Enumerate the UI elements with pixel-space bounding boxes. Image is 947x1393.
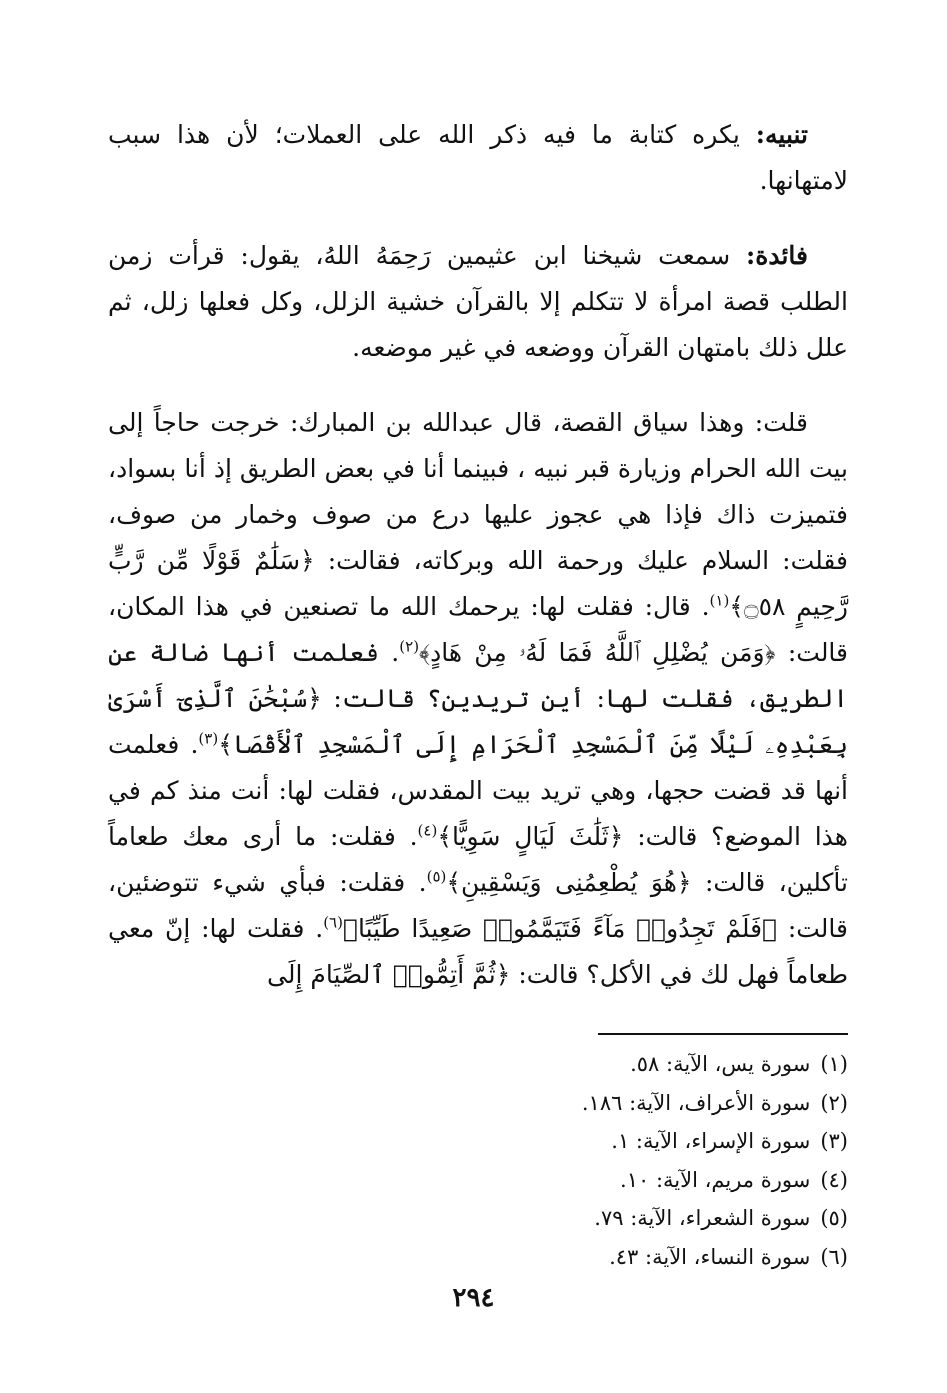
footnote-item (448, 1122, 848, 1161)
footnote-ref-4[interactable]: (٤) (417, 821, 438, 840)
footnote-number: (٥) (820, 1206, 848, 1230)
story-text-4: . فعلمت أنها قد قضت حجها، وهي تريد بيت المقدس، فقلت لها: أنت منذ كم في هذا الموضع؟ قالت: ﴿ثَلَٰثَ لَيَالٍ سَوِيًّا﴾ (108, 730, 848, 851)
footnote-number: (٤) (820, 1167, 848, 1192)
footnote-item (448, 1161, 848, 1200)
story-text-5: . فقلت: ما أرى معك طعاماً تأكلين، قالت: ﴿هُوَ يُطْعِمُنِى وَيَسْقِينِ﴾ (108, 822, 848, 897)
story-text-1: قلت: وهذا سياق القصة، قال عبدالله بن المبارك: خرجت حاجاً إلى بيت الله الحرام وزيارة قبر نبيه ، فبينما أنا في بعض الطريق إذ أنا بسواد، فتميزت ذاك فإذا هي عجوز عليها درع من صوف وخمار من صوف، فقلت: السلام عليك ورحمة الله وبركاته، فقالت: ﴿سَلَٰمٌ قَوْلًا مِّن رَّبٍّ رَّحِيمٍ ۝٥٨﴾ (108, 408, 848, 621)
footnote-ref-2[interactable]: (٢) (399, 637, 420, 656)
footnote-divider (598, 1033, 848, 1035)
faida-text: سمعت شيخنا ابن عثيمين رَحِمَهُ اللهُ، يقول: قرأت زمن الطلب قصة امرأة لا تتكلم إلا بالقرآن خشية الزلل، وكل فعلها زلل، ثم علل ذلك بامتهان القرآن ووضعه في غير موضعه. (108, 241, 848, 362)
footnote-ref-5[interactable]: (٥) (426, 867, 447, 886)
footnote-item (448, 1084, 848, 1123)
footnote-number: (١) (820, 1052, 848, 1076)
footnote-text: سورة الإسراء، الآية: ١. (611, 1129, 811, 1153)
story-paragraph (108, 400, 848, 998)
footnote-item (448, 1199, 848, 1238)
tanbih-text: يكره كتابة ما فيه ذكر الله على العملات؛ لأن هذا سبب لامتهانها. (108, 120, 848, 195)
tanbih-paragraph (108, 112, 848, 204)
footnote-ref-3[interactable]: (٣) (198, 729, 219, 748)
footnote-text: سورة الشعراء، الآية: ٧٩. (594, 1206, 811, 1230)
footnote-text: سورة مريم، الآية: ١٠. (620, 1167, 811, 1192)
footnote-text: سورة يس، الآية: ٥٨. (630, 1052, 811, 1076)
footnote-number: (٦) (820, 1244, 848, 1269)
story-text-6: . فقلت: فبأي شيء تتوضئين، قالت: ﴿فَلَمْ تَجِدُوا۟ مَآءً فَتَيَمَّمُوا۟ صَعِيدًا طَيِّبًا﴾ (108, 868, 848, 943)
faida-label: فائدة: (746, 241, 808, 270)
story-text-3: . فعلمت أنها ضالة عن الطريق، فقلت لها: أين تريدين؟ قالت: ﴿سُبْحَٰنَ ٱلَّذِىٓ أَسْرَىٰ بِعَبْدِهِۦ لَيْلًا مِّنَ ٱلْمَسْجِدِ ٱلْحَرَامِ إِلَى ٱلْمَسْجِدِ ٱلْأَقْصَا﴾ (108, 638, 848, 759)
footnote-number: (٣) (820, 1129, 848, 1153)
footnote-text: سورة الأعراف، الآية: ١٨٦. (581, 1090, 811, 1115)
footnote-item (448, 1045, 848, 1084)
footnote-text: سورة النساء، الآية: ٤٣. (609, 1244, 811, 1269)
tanbih-label: تنبيه: (755, 120, 808, 149)
footnotes-list (448, 1045, 848, 1276)
page-number: ٢٩٤ (452, 1283, 495, 1313)
footnote-ref-1[interactable]: (١) (709, 591, 730, 610)
story-text-7: . فقلت لها: إنّ معي طعاماً فهل لك في الأكل؟ قالت: ﴿ثُمَّ أَتِمُّوا۟ ٱلصِّيَامَ إِلَى (108, 914, 848, 989)
footnote-item (448, 1238, 848, 1277)
story-text-2: . قال: فقلت لها: يرحمك الله ما تصنعين في هذا المكان، قالت: ﴿وَمَن يُضْلِلِ ٱللَّهُ فَمَا لَهُۥ مِنْ هَادٍ﴾ (108, 592, 848, 667)
footnote-ref-6[interactable]: (٦) (323, 913, 343, 932)
footnote-number: (٢) (820, 1090, 848, 1115)
faida-paragraph (108, 233, 848, 371)
